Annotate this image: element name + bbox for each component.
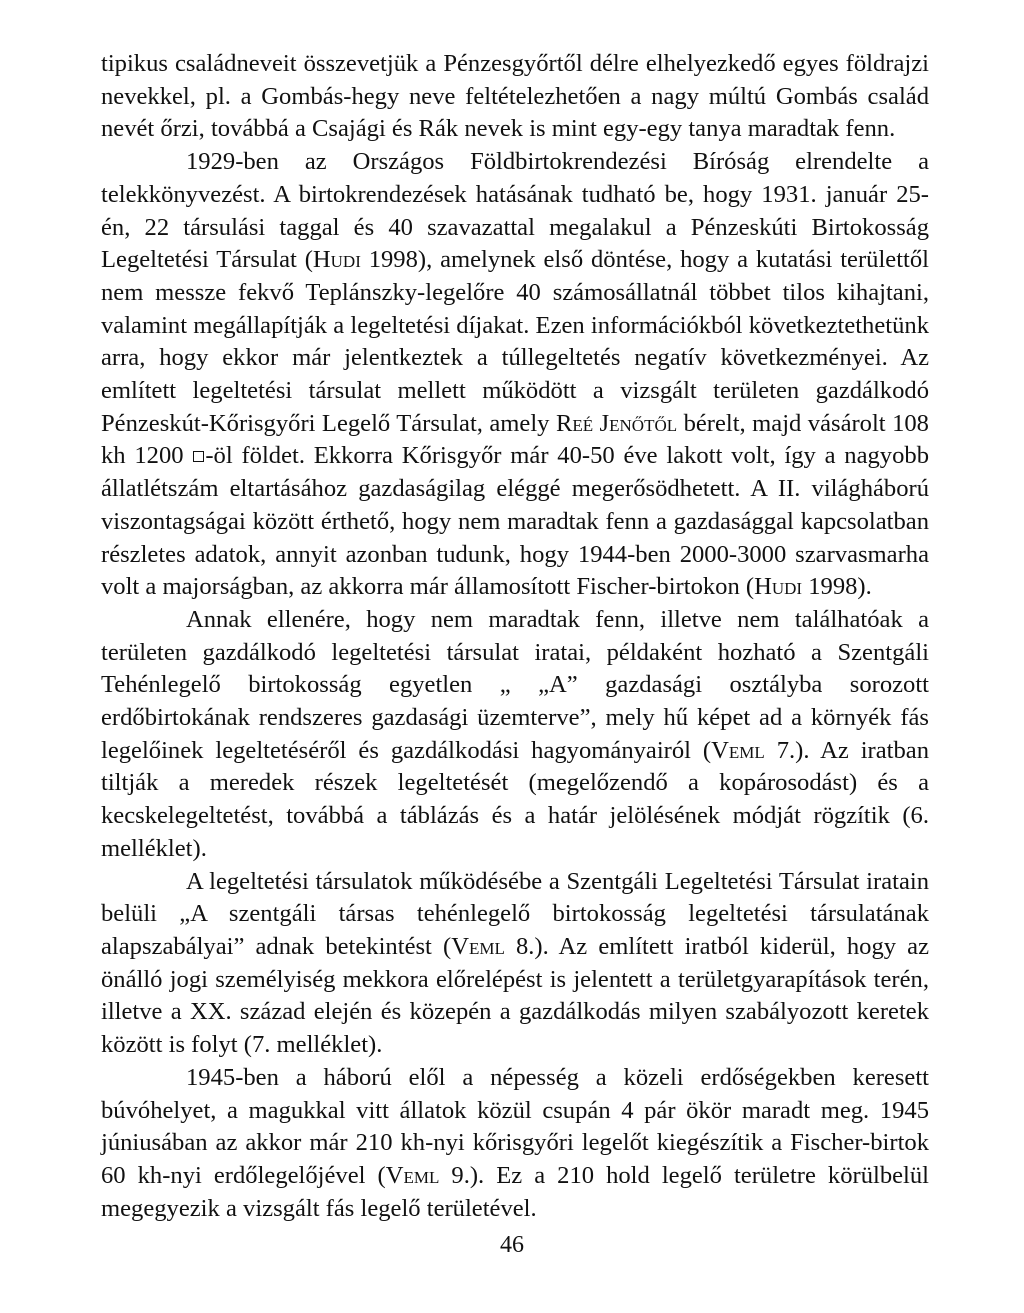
citation-author: Hudi [754,573,803,601]
paragraph-2-text-e: 1998). [802,573,872,601]
page-number: 46 [500,1232,524,1258]
paragraph-2 [101,146,929,604]
paragraph-5 [101,1062,929,1226]
square-unit-icon [193,451,204,462]
paragraph-5-text-a: 1945-ben a háború elől a népesség a közeli erdőségekben keresett búvóhelyet, a magukkal vitt állatok közül csupán 4 pár ökör maradt meg. 1945 júniusában az akkor már 210 kh-nyi kőrisgyőri legelőt kiegészítik a Fischer-birtok 60 kh-nyi erdőlegelőjével ( [101,1063,929,1189]
paragraph-2-text-d: -öl földet. Ekkorra Kőrisgyőr már 40-50 éve lakott volt, így a nagyobb állatlétszám eltartásához gazdaságilag eléggé megerősödhetett. A II. világháború viszontagságai között érthető, hogy nem maradtak fenn a gazdasággal kapcsolatban részletes adatok, annyit azonban tudunk, hogy 1944-ben 2000-3000 szarvasmarha volt a majorságban, az akkorra már államosított Fischer-birtokon ( [101,442,929,601]
citation-archive: Veml [451,932,505,960]
paragraph-3-text-b: 7.). Az iratban tiltják a meredek részek legeltetését (megelőzendő a kopárosodást) és a kecskelegeltetést, továbbá a táblázás és a határ jelölésének módját rögzítik (6. melléklet). [101,736,929,862]
paragraph-2-text-a: 1929-ben az Országos Földbirtokrendezési Bíróság elrendelte a telekkönyvezést. A birtokrendezések hatásának tudható be, hogy 1931. január 25-én, 22 társulási taggal és 40 szavazattal megalakul a Pénzeskúti Birtokosság Legeltetési Társulat ( [101,148,929,274]
paragraph-4-text-a: A legeltetési társulatok működésébe a Szentgáli Legeltetési Társulat iratain belüli „A szentgáli társas tehénlegelő birtokosság legeltetési társulatának alapszabályai” adnak betekintést ( [101,867,929,960]
paragraph-1-text: tipikus családneveit összevetjük a Pénzesgyőrtől délre elhelyezkedő egyes földrajzi nevekkel, pl. a Gombás-hegy neve feltételezhetően a nagy múltú Gombás család nevét őrzi, továbbá a Csajági és Rák nevek is mint egy-egy tanya maradtak fenn. [101,50,929,143]
citation-author: Hudi [312,246,361,274]
paragraph-1 [101,48,929,146]
paragraph-2-text-b: 1998), amelynek első döntése, hogy a kutatási területtől nem messze fekvő Teplánszky-legelőre 40 számosállatnál többet tilos kihajtani, valamint megállapítják a legeltetési díjakat. Ezen információkból következtethetünk arra, hogy ekkor már jelentkeztek a túllegeltetés negatív következményei. Az említett legeltetési társulat mellett működött a vizsgált területen gazdálkodó Pénzeskút-Kőrisgyőri Legelő Társulat, amely [101,246,929,437]
paragraph-2-text-c: bérelt, majd vásárolt 108 kh 1200 [101,409,929,470]
paragraph-3-text-a: Annak ellenére, hogy nem maradtak fenn, illetve nem találhatóak a területen gazdálkodó legeltetési társulat iratai, példaként hozható a Szentgáli Tehénlegelő birtokosság egyetlen „ „A” gazdasági osztályba sorozott erdőbirtokának rendszeres gazdasági üzemterve”, mely hű képet ad a környék fás legelőinek legeltetéséről és gazdálkodási hagyományairól ( [101,605,929,764]
person-name: Reé Jenőtől [555,409,678,437]
paragraph-4-text-b: 8.). Az említett iratból kiderül, hogy az önálló jogi személyiség mekkora előrelépést is jelentett a területgyarapítások terén, illetve a XX. század elején és közepén a gazdálkodás milyen szabályozott keretek között is folyt (7. melléklet). [101,932,929,1059]
citation-archive: Veml [385,1161,440,1189]
citation-archive: Veml [711,736,765,764]
paragraph-4 [101,866,929,1062]
paragraph-5-text-b: 9.). Ez a 210 hold legelő területre körülbelül megegyezik a vizsgált fás legelő területével. [101,1161,930,1222]
page-body [101,48,929,1225]
paragraph-3 [101,604,929,866]
